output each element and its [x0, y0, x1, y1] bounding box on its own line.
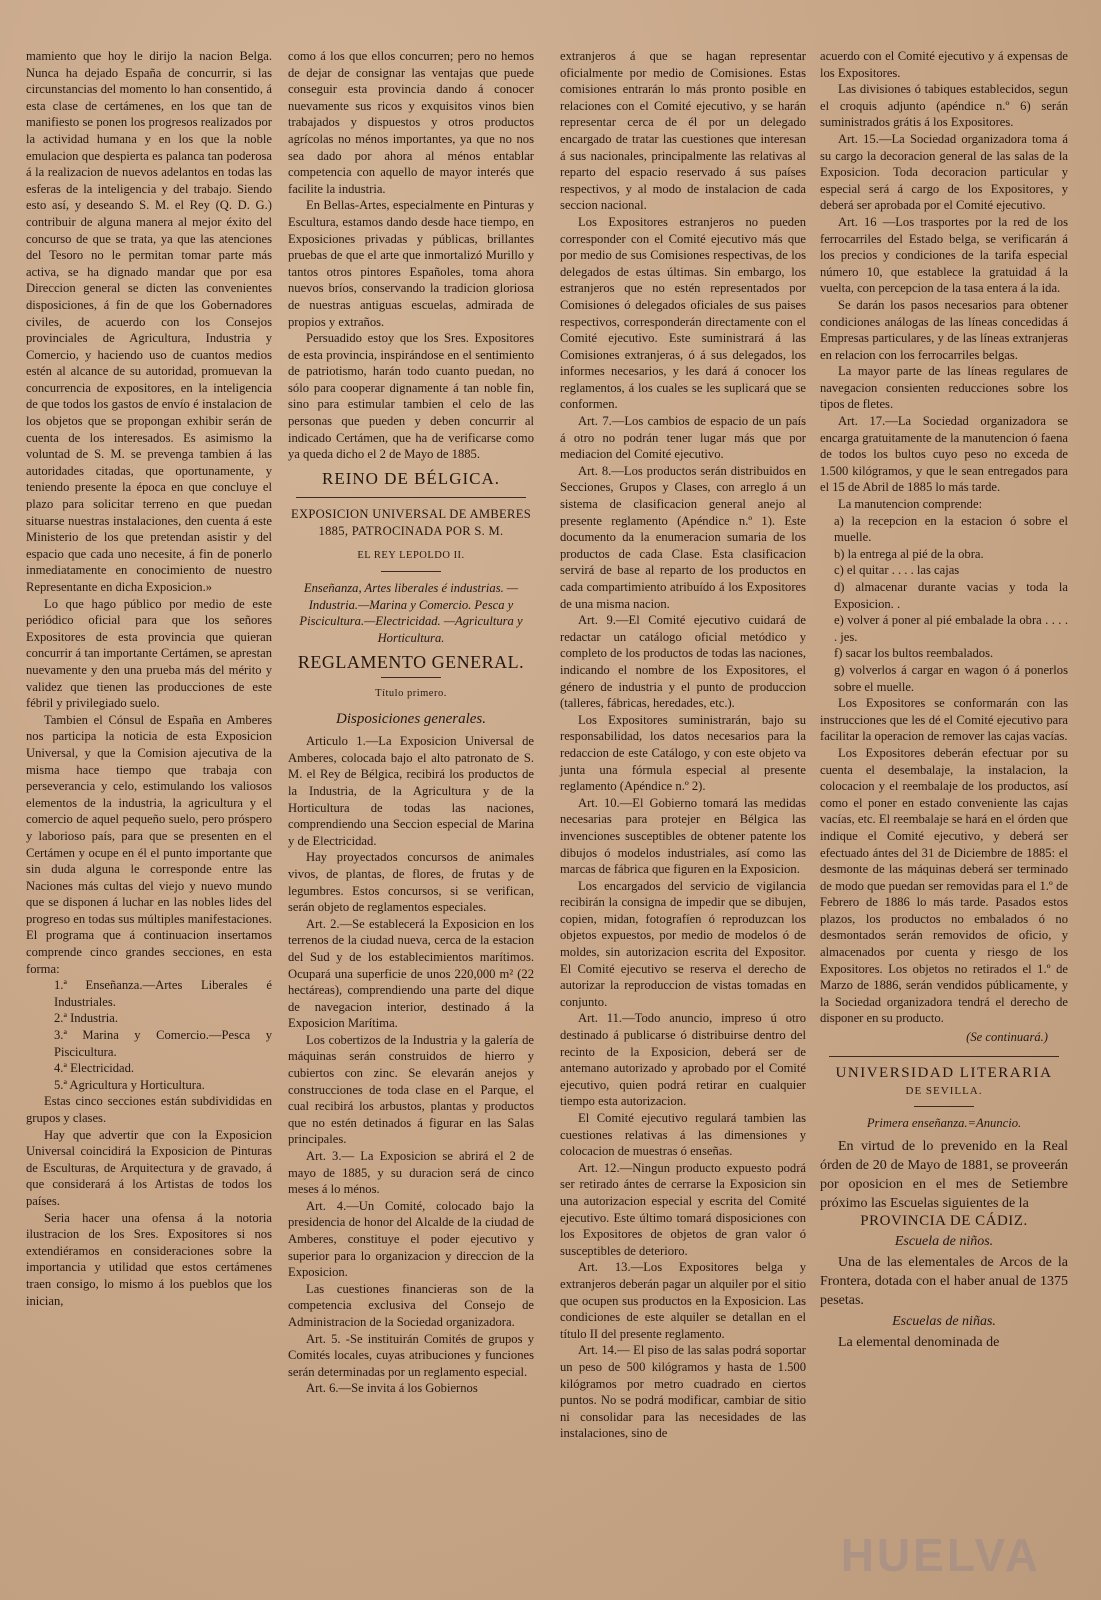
- column-3: [560, 48, 806, 1442]
- divider: [829, 1056, 1059, 1057]
- paragraph: Los Expositores se conformarán con las instrucciones que les dé el Comité ejecutivo para facilitar la operacion de remover las cajas vacías.: [820, 696, 1068, 744]
- paragraph: Estas cinco secciones están subdivididas en grupos y clases.: [26, 1094, 272, 1125]
- article: Art. 16 —Los trasportes por la red de los ferrocarriles del Estado belga, se verificarán á los precios y condiciones de la tarifa especial número 10, que establece la gratuidad á la vuelta, con percepcion de la tasa entera á la ida.: [820, 214, 1068, 296]
- paragraph: mamiento que hoy le dirijo la nacion Belga. Nunca ha dejado España de concurrir, si las circunstancias del momento lo han consentido, á esta clase de certámenes, en los que tan de manifiesto se ponen los progresos realizados por la actividad humana y en los que la noble emulacion que despierta es palanca tan poderosa á la realizacion de nuevos adelantos en todas las esferas de la inteligencia y del trabajo. Siendo esto así, y deseando S. M. el Rey (Q. D. G.) contribuir de alguna manera al mejor éxito del concurso de que se trata, ya que las atenciones del Tesoro no le permitan tomar parte más activa, se ha dignado mandar que por esa Direccion general se dicten las convenientes disposiciones, á fin de que los Gobernadores civiles, de acuerdo con los Consejos provinciales de Agricultura, Industria y Comercio, y haciendo uso de cuantos medios estén al alcance de su autoridad, promuevan la concurrencia de expositores, en la inteligencia de que todos los gastos de envío é instalacion de los objetos que se propongan exhibir serán de cuenta de los interesados. Es asimismo la voluntad de S. M. se prevenga tambien á las autoridades citadas, que oportunamente, y teniendo presente la época en que concluye el plazo para solicitar terreno en que puedan situarse nuestras instalaciones, den cuenta á este Ministerio de los que pretendan asistir y del espacio que cada uno necesite, á fin de ponerlo inmediatamente en conocimiento de nuestro Representante en dicha Exposicion.»: [26, 49, 272, 594]
- paragraph: Hay que advertir que con la Exposicion Universal coincidirá la Exposicion de Pinturas de Esculturas, de Arquitectura y de gravado, á que considerará á los Artistas de todos los países.: [26, 1127, 272, 1208]
- paragraph: Los Expositores deberán efectuar por su cuenta el desembalaje, la instalacion, la colocacion y el reembalaje de los productos, así como el poner en estado conveniente las cajas vacías, etc. El reembalaje se hará en el órden que indique el Comité ejecutivo, y deberá ser efectuado ántes del 31 de Diciembre de 1885: el desmonte de las máquinas deberá ser terminado de modo que puedan ser removidas para el 1.º de Febrero de 1886 lo más tarde. Pasados estos plazos, los productos no embalados ó no desmontados serán removidos de oficio, y almacenados por cuenta y riesgo de los Expositores. Los objetos no retirados el 1.º de Marzo de 1886, serán vendidos públicamente, y la Sociedad organizadora tendrá el derecho de disponer en su producto.: [820, 745, 1068, 1026]
- article: Art. 7.—Los cambios de espacio de un país á otro no podrán tener lugar más que por mediacion del Comité ejecutivo.: [560, 414, 806, 462]
- article: Art. 5. -Se instituirán Comités de grupos y Comités locales, cuyas atribuciones y funciones serán determinadas por un reglamento especial.: [288, 1331, 534, 1379]
- list-item: b) la entrega al pié de la obra.: [834, 546, 984, 561]
- article: Art. 11.—Todo anuncio, impreso ú otro destinado á publicarse ó distribuirse dentro del recinto de la Exposicion, deberá ser de antemano autorizado y aprobado por el Comité ejecutivo, quien podrá retirar en cualquier tiempo esta autorizacion.: [560, 1011, 806, 1109]
- paragraph: acuerdo con el Comité ejecutivo y á expensas de los Expositores.: [820, 49, 1068, 80]
- article: Art. 8.—Los productos serán distribuidos en Secciones, Grupos y Clases, con arreglo á un sistema de clasificacion general anejo al presente reglamento (Apéndice n.º 1). Este documento da la enumeracion sumaria de los productos de cada Clase. Esta clasificacion servirá de base al reparto de los productos en cada compartimiento atribuído á los Expositores de una misma nacion.: [560, 463, 806, 611]
- article: Art. 3.— La Exposicion se abrirá el 2 de mayo de 1885, y su duracion será de cinco meses á lo ménos.: [288, 1149, 534, 1197]
- heading-anuncio: Primera enseñanza.=Anuncio.: [866, 1115, 1022, 1130]
- library-watermark: HUELVA: [840, 1529, 1041, 1581]
- article: Articulo 1.—La Exposicion Universal de Amberes, colocada bajo el alto patronato de S. M. el Rey de Bélgica, recibirá los productos de la Industria, de la Agricultura y de la Horticultura de todas las naciones, comprendiendo una Seccion especial de Marina y de Electricidad.: [288, 734, 534, 848]
- heading-universidad: UNIVERSIDAD LITERARIA: [835, 1064, 1053, 1081]
- paragraph: Los Expositores estranjeros no pueden corresponder con el Comité ejecutivo más que por medio de sus Comisiones respectivas, de los delegados de estas últimas. Sin embargo, los estranjeros que no estén representados por Comisiones ó delegados oficiales de sus paises respectivos, corresponderán directamente con el Comité ejecutivo. Este suministrará á las Comisiones extranjeras, ó á sus delegados, los informes necesarios, y les dará á conocer los reglamentos, á los cuales se les suplicará que se conformen.: [560, 214, 806, 412]
- section-list-item: 2.ª Industria.: [54, 1011, 118, 1026]
- list-item: g) volverlos á cargar en wagon ó á ponerlos sobre el muelle.: [834, 662, 1068, 694]
- paragraph: Seria hacer una ofensa á la notoria ilustracion de los Sres. Expositores si nos extendiéramos en consideraciones sobre la importancia y utilidad que estos certámenes traen consigo, lo mismo á los pueblos que los inician,: [26, 1210, 272, 1308]
- divider: [381, 571, 441, 572]
- paragraph: En virtud de lo prevenido en la Real órden de 20 de Mayo de 1881, se proveerán por oposicion en el mes de Setiembre próximo las Escuelas siguientes de la: [820, 1139, 1068, 1212]
- list-item: a) la recepcion en la estacion ó sobre el muelle.: [834, 513, 1068, 545]
- heading-provincia: PROVINCIA DE CÁDIZ.: [860, 1213, 1028, 1230]
- article: Art. 2.—Se establecerá la Exposicion en los terrenos de la ciudad nueva, cerca de la estacion del Sud y de los establecimientos marítimos. Ocupará una superficie de unos 220,000 m² (22 hectáreas), comprendiendo una parte del dique de navegacion interior, destinado á la Exposicion Marítima.: [288, 916, 534, 1031]
- article: Art. 4.—Un Comité, colocado bajo la presidencia de honor del Alcalde de la ciudad de Amberes, constituye el poder ejecutivo y superior para lo organizacion y direccion de la Exposicion.: [288, 1198, 534, 1280]
- paragraph: como á los que ellos concurren; pero no hemos de dejar de consignar las ventajas que puede conseguir esta provincia dando á conocer nuevamente sus ricos y exquisitos vinos bien trabajados y dispuestos y otros productos agrícolas no ménos importantes, ya que no nos sea dado por ahora al ménos entablar competencia con aquello de mayor interés que facilite la industria.: [288, 49, 534, 196]
- list-item: e) volver á poner al pié embalade la obra . . . . . jes.: [834, 613, 1068, 644]
- paragraph: El Comité ejecutivo regulará tambien las cuestiones relativas á las dimensiones y colocacion de muestras ó enseñas.: [560, 1111, 806, 1159]
- article: Art. 17.—La Sociedad organizadora se encarga gratuitamente de la manutencion ó faena de todos los bultos cuyo peso no exceda de 1.500 kilógramos, y que le sean entregados para el 15 de Abril de 1885 lo más tarde.: [820, 414, 1068, 495]
- divider: [914, 1106, 974, 1107]
- paragraph: Se darán los pasos necesarios para obtener condiciones análogas de las líneas concedidas á Empresas particulares, y de las líneas extranjeras en relacion con los ferrocarriles belgas.: [820, 297, 1068, 362]
- heading-escuela-ninas: Escuelas de niñas.: [892, 1314, 996, 1329]
- article: Art. 15.—La Sociedad organizadora toma á su cargo la decoracion general de las salas de la Exposicion. Toda decoracion particular y especial será á cargo de los Expositores, y deberá ser aprobada por el Comité ejecutivo.: [820, 131, 1068, 213]
- paragraph: Los encargados del servicio de vigilancia recibirán la consigna de impedir que se dibujen, copien, midan, fotografíen ó reproduzcan los objetos expuestos, por medio de modelos ó de moldes, sin autorizacion escrita del Expositor. El Comité ejecutivo se reserva el derecho de autorizar la reproduccion de vistas tomadas en conjunto.: [560, 878, 806, 1009]
- section-list-item: 4.ª Electricidad.: [54, 1061, 135, 1076]
- paragraph: La mayor parte de las líneas regulares de navegacion consienten reducciones sobre los tipos de fletes.: [820, 364, 1068, 412]
- heading-sevilla: DE SEVILLA.: [905, 1085, 983, 1098]
- list-item: c) el quitar . . . . las cajas: [834, 563, 960, 578]
- article: Art. 13.—Los Expositores belga y extranjeros deberán pagar un alquiler por el sitio que ocupen sus productos en la Exposicion. Las condiciones de este alquiler se detallan en el título II del presente reglamento.: [560, 1260, 806, 1341]
- heading-escuela-ninos: Escuela de niños.: [894, 1234, 994, 1249]
- paragraph: Lo que hago público por medio de este periódico oficial para que los señores Expositores de esta provincia que quieran concurrir á tan importante Certámen, se aprestan nuevamente y den una prueba más del mérito y validez que tienen las producciones de este fébril y privilegiado suelo.: [26, 596, 272, 711]
- continuation-note: (Se continuará.): [966, 1030, 1048, 1045]
- paragraph: Una de las elementales de Arcos de la Frontera, dotada con el haber anual de 1375 pesetas.: [820, 1255, 1068, 1308]
- paragraph: La manutencion comprende:: [838, 497, 983, 512]
- paragraph: Tambien el Cónsul de España en Amberes nos participa la noticia de esta Exposicion Universal, y que la Comision ajecutiva de la misma hace tiempo que trabaja con perseverancia y celo, estimulando los valiosos elementos de la industria, la agricultura y el comercio de aquel pequeño suelo, pero próspero y laborioso país, para que se presenten en el Certámen y ocupe en él el punto importante que sin duda alguna le corresponde entre las Naciones más cultas del viejo y nuevo mundo que se disponen á luchar en las nobles lides del progreso en todas sus múltiples manifestaciones. El programa que á continuacion insertamos comprende cinco grandes secciones, en esta forma:: [26, 712, 272, 976]
- article: Art. 14.— El piso de las salas podrá soportar un peso de 500 kilógramos y hasta de 1.500 kilógramos por metro cuadrado en ciertos puntos. No se podrá modificar, cambiar de sitio ni consolidar para las necesidades de las instalaciones, sino de: [560, 1343, 806, 1441]
- list-item: f) sacar los bultos reembalados.: [834, 646, 994, 661]
- heading-reglamento: REGLAMENTO GENERAL.: [297, 652, 525, 673]
- heading-exposicion: EXPOSICION UNIVERSAL DE AMBERES 1885, PATROCINADA POR S. M.: [290, 507, 532, 539]
- divider: [381, 677, 441, 678]
- article: Art. 10.—El Gobierno tomará las medidas necesarias para protejer en Bélgica las invenciones susceptibles de obtener patente los dibujos ó modelos industriales, así como las marcas de fábrica que figuren en la Exposicion.: [560, 795, 806, 877]
- paragraph: Los Expositores suministrarán, bajo su responsabilidad, los datos necesarios para la redaccion de este Catálogo, y con este objeto va junta una fórmula especial al presente reglamento (Apéndice n.º 2).: [560, 712, 806, 794]
- paragraph: Los cobertizos de la Industria y la galería de máquinas serán construidos de hierro y cubiertos con zinc. Se elevarán anejos y construcciones de toda clase en el Parque, el cual recibirá los arbustos, plantas y productos que no estén detinados á figurar en las Salas principales.: [288, 1032, 534, 1147]
- paragraph: Hay proyectados concursos de animales vivos, de plantas, de flores, de frutas y de legumbres. Estos concursos, si se verifican, serán objeto de reglamentos especiales.: [288, 850, 534, 915]
- list-item: d) almacenar durante vacias y toda la Exposicion. .: [834, 580, 1068, 611]
- paragraph: Las divisiones ó tabiques establecidos, segun el croquis adjunto (apéndice n.º 6) serán suministrados grátis á los Expositores.: [820, 82, 1068, 130]
- paragraph: La elemental denominada de: [838, 1335, 1000, 1350]
- article: Art. 6.—Se invita á los Gobiernos: [306, 1381, 478, 1396]
- article: Art. 9.—El Comité ejecutivo cuidará de redactar un catálogo oficial metódico y completo de los productos de todas las naciones, indicando el nombre de los Expositores, el género de industria y el punto de produccion (talleres, fábricas, heredades, etc.).: [560, 613, 806, 711]
- section-list-item: 3.ª Marina y Comercio.—Pesca y Piscicultura.: [54, 1028, 272, 1059]
- exposition-sections: Enseñanza, Artes liberales é industrias. —Industria.—Marina y Comercio. Pesca y Piscicultura.—Electricidad. —Agricultura y Horticultura.: [299, 581, 523, 645]
- column-1: [26, 48, 272, 1309]
- heading-rey: EL REY LEPOLDO II.: [357, 550, 465, 562]
- paragraph: extranjeros á que se hagan representar oficialmente por medio de Comisiones. Estas comisiones entrarán lo más pronto posible en relaciones con el Comité ejecutivo, y se harán representar cerca de él por un delegado encargado de tratar las cuestiones que interesan á sus nacionales, principalmente las relativas al reparto del espacio reservado á sus países respectivos, y al modo de instalacion de cada seccion nacional.: [560, 49, 806, 213]
- paragraph: Las cuestiones financieras son de la competencia exclusiva del Consejo de Administracion de la Sociedad organizadora.: [288, 1281, 534, 1329]
- paragraph: Persuadido estoy que los Sres. Expositores de esta provincia, inspirándose en el sentimiento de patriotismo, harán todo cuanto puedan, no sólo para cooperar dignamente á tan noble fin, sino para estimular tambien el celo de las personas que pueden y deben concurrir al indicado Certámen, que ha de verificarse como ya queda dicho el 2 de Mayo de 1885.: [288, 331, 534, 462]
- paragraph: En Bellas-Artes, especialmente en Pinturas y Escultura, estamos dando desde hace tiempo, en Exposiciones privadas y públicas, brillantes pruebas de que el arte que inmortalizó Murillo y tantos otros pintores Españoles, toma ahora nuevos bríos, conservando la tradicion gloriosa de nuestras antiguas escuelas, admirada de propios y extraños.: [288, 198, 534, 329]
- article: Art. 12.—Ningun producto expuesto podrá ser retirado ántes de cerrarse la Exposicion sin una autorizacion especial y escrita del Comité ejecutivo. Este último tomará disposiciones con los Expositores de objetos de gran valor ó susceptibles de deterioro.: [560, 1160, 806, 1258]
- heading-reino: REINO DE BÉLGICA.: [321, 468, 500, 488]
- column-2: [288, 48, 534, 1397]
- divider: [296, 497, 526, 498]
- heading-titulo: Título primero.: [375, 688, 447, 699]
- section-list-item: 5.ª Agricultura y Horticultura.: [54, 1077, 205, 1092]
- column-4: [820, 48, 1068, 1352]
- section-list-item: 1.ª Enseñanza.—Artes Liberales é Industriales.: [54, 978, 272, 1009]
- heading-disposiciones: Disposiciones generales.: [336, 710, 486, 727]
